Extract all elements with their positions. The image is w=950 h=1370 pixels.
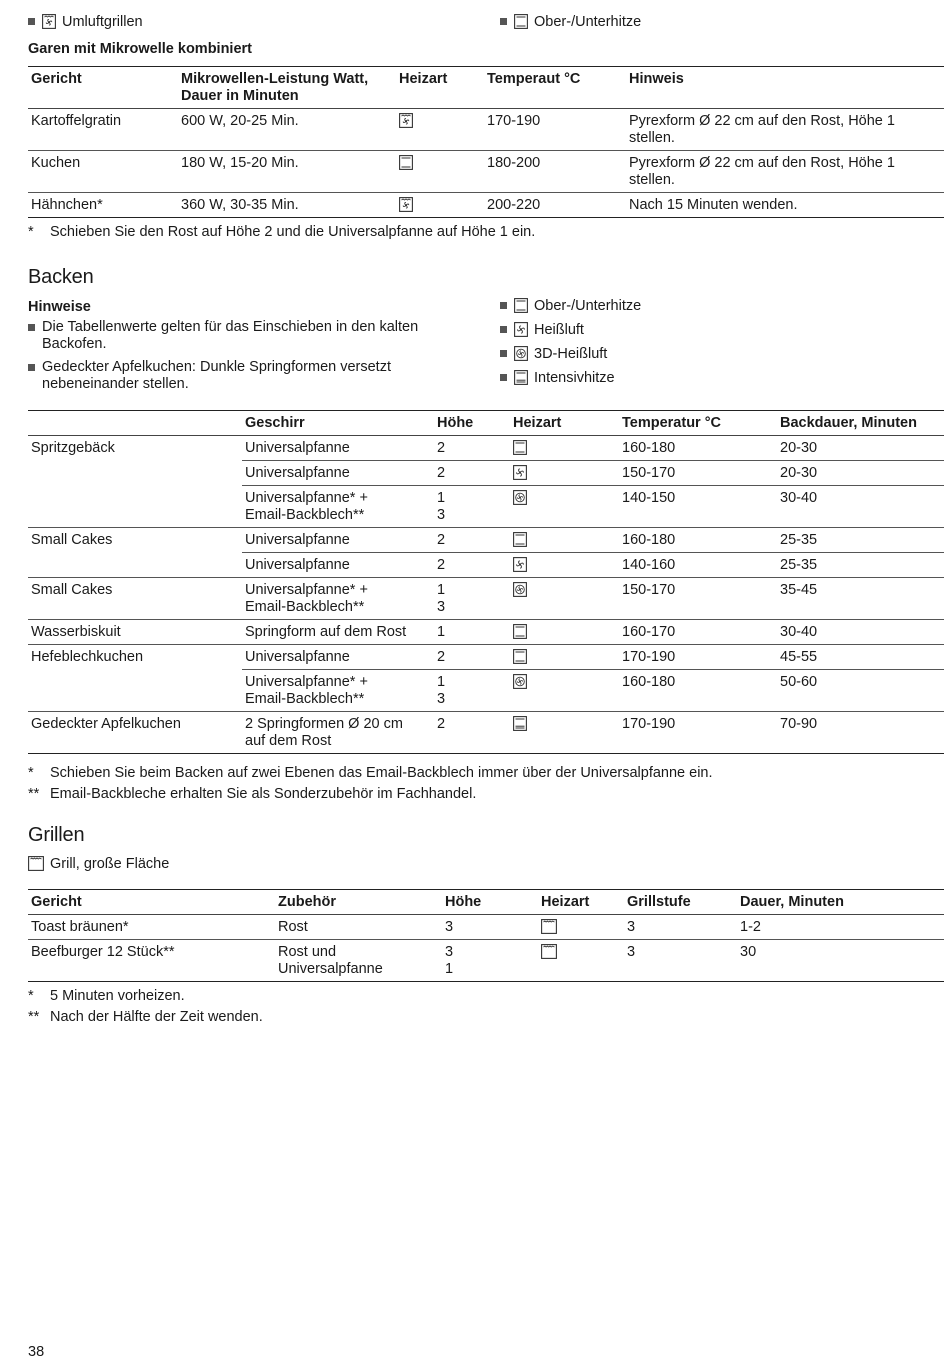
ober-unterhitze-icon — [513, 532, 527, 547]
table-cell: Beefburger 12 Stück** — [28, 940, 275, 982]
3d-heissluft-icon — [513, 490, 527, 505]
table-cell: 30-40 — [777, 620, 944, 645]
footnote-mark: ** — [28, 786, 40, 802]
heizart-cell — [510, 670, 619, 712]
umluftgrillen-icon — [399, 197, 413, 212]
heizart-cell — [510, 528, 619, 553]
table-cell: 170-190 — [619, 645, 777, 670]
legend-label: Ober-/Unterhitze — [534, 298, 642, 314]
table-cell: Hähnchen* — [28, 193, 178, 218]
table-cell: Hefeblechkuchen — [31, 649, 144, 665]
table-cell: 2 Springformen Ø 20 cm auf dem Rost — [242, 712, 434, 754]
table-cell: Universalpfanne* + Email-Backblech** — [242, 486, 434, 528]
backen-footnotes — [28, 764, 713, 806]
table-cell: Nach 15 Minuten wenden. — [626, 193, 944, 218]
table-cell: Kartoffelgratin — [28, 109, 178, 151]
3d-heissluft-icon — [514, 346, 528, 361]
table-cell: 1 3 — [434, 578, 510, 620]
column-header: Gericht — [28, 890, 275, 915]
table-cell: Small Cakes — [28, 578, 242, 620]
table-row — [28, 645, 944, 670]
table-cell: 3 — [442, 915, 538, 940]
column-header: Dauer, Minuten — [737, 890, 944, 915]
table-cell: 160-180 — [619, 528, 777, 553]
table-cell: 150-170 — [619, 461, 777, 486]
table-cell: 2 — [434, 712, 510, 754]
table-cell — [28, 461, 242, 486]
table-cell: Universalpfanne — [242, 553, 434, 578]
hinweis-text: Die Tabellenwerte gelten für das Einschieben in den kalten Backofen. — [42, 319, 419, 352]
hinweise-list — [28, 319, 468, 399]
bullet — [500, 326, 507, 333]
hinweis-item — [28, 319, 468, 353]
footnote-mark: * — [28, 765, 34, 781]
heizart-cell — [510, 578, 619, 620]
intensivhitze-icon — [513, 716, 527, 731]
table-cell: 30 — [737, 940, 944, 982]
heizart-cell — [538, 915, 624, 940]
bullet — [28, 324, 35, 331]
legend-label: 3D-Heißluft — [534, 346, 608, 362]
table-row — [28, 620, 944, 645]
table-cell: Rost und Universalpfanne — [275, 940, 442, 982]
table-row — [28, 915, 944, 940]
legend-ober-unterhitze — [500, 13, 641, 31]
column-header: Heizart — [510, 411, 619, 436]
footnote-text: Email-Backbleche erhalten Sie als Sonderzubehör im Fachhandel. — [50, 786, 477, 802]
table-cell: 2 — [434, 645, 510, 670]
table-cell: 25-35 — [777, 553, 944, 578]
table-cell: 1 3 — [434, 670, 510, 712]
table-cell: Kuchen — [28, 151, 178, 193]
hinweis-item — [28, 359, 468, 393]
table-cell: 45-55 — [777, 645, 944, 670]
table-cell: 160-180 — [619, 436, 777, 461]
grill-icon — [541, 944, 557, 959]
ober-unterhitze-icon — [513, 624, 527, 639]
column-header: Backdauer, Minuten — [777, 411, 944, 436]
heissluft-icon — [514, 322, 528, 337]
table-cell: 1 — [434, 620, 510, 645]
table-header-row — [28, 890, 944, 915]
footnote — [28, 1008, 263, 1026]
ober-unterhitze-icon — [514, 298, 528, 313]
heizart-cell — [510, 712, 619, 754]
ober-unterhitze-icon — [399, 155, 413, 170]
ober-unterhitze-icon — [514, 14, 528, 29]
heizart-cell — [510, 620, 619, 645]
mikrowelle-table — [28, 66, 944, 218]
hinweis-text: Gedeckter Apfelkuchen: Dunkle Springformen versetzt nebeneinander stellen. — [42, 359, 391, 392]
bullet — [28, 364, 35, 371]
footnote-text: 5 Minuten vorheizen. — [50, 988, 185, 1004]
table-cell — [28, 670, 242, 712]
footnote — [28, 764, 713, 782]
backen-legend — [500, 297, 641, 393]
table-cell: 35-45 — [777, 578, 944, 620]
table-cell: Pyrexform Ø 22 cm auf den Rost, Höhe 1 stellen. — [626, 109, 944, 151]
bullet — [500, 18, 507, 25]
heizart-cell — [510, 553, 619, 578]
table-row — [28, 670, 944, 712]
page-number: 38 — [28, 1344, 45, 1360]
footnote-text: Nach der Hälfte der Zeit wenden. — [50, 1009, 263, 1025]
bullet — [500, 302, 507, 309]
backen-table — [28, 410, 944, 754]
table-header-row — [28, 411, 944, 436]
table-cell: Small Cakes — [31, 532, 113, 548]
hinweise-title: Hinweise — [28, 299, 91, 315]
mikrowelle-heading: Garen mit Mikrowelle kombiniert — [28, 41, 252, 57]
table-cell: Universalpfanne — [242, 528, 434, 553]
table-cell: Universalpfanne — [242, 645, 434, 670]
mikrowelle-footnotes — [28, 223, 535, 244]
heizart-cell — [396, 109, 484, 151]
bullet — [500, 374, 507, 381]
table-cell: Universalpfanne — [242, 436, 434, 461]
table-cell: 20-30 — [777, 436, 944, 461]
ober-unterhitze-icon — [513, 649, 527, 664]
table-cell: 2 — [434, 528, 510, 553]
table-cell: Springform auf dem Rost — [242, 620, 434, 645]
bullet — [500, 350, 507, 357]
table-cell: 140-160 — [619, 553, 777, 578]
table-cell: 20-30 — [777, 461, 944, 486]
table-cell: 160-170 — [619, 620, 777, 645]
table-cell: Universalpfanne — [242, 461, 434, 486]
table-cell: 180 W, 15-20 Min. — [178, 151, 396, 193]
table-cell: 2 — [434, 461, 510, 486]
legend-grill — [28, 855, 169, 873]
footnote — [28, 987, 263, 1005]
table-cell: Wasserbiskuit — [28, 620, 242, 645]
column-header: Zubehör — [275, 890, 442, 915]
umluftgrillen-icon — [399, 113, 413, 128]
table-cell: Toast bräunen* — [28, 915, 275, 940]
table-row — [28, 486, 944, 528]
table-cell: Gedeckter Apfelkuchen — [28, 712, 242, 754]
legend-item — [500, 369, 641, 387]
footnote-mark: * — [28, 988, 34, 1004]
3d-heissluft-icon — [513, 582, 527, 597]
table-cell — [28, 553, 242, 578]
table-cell: 50-60 — [777, 670, 944, 712]
table-cell: 1-2 — [737, 915, 944, 940]
table-cell: 200-220 — [484, 193, 626, 218]
legend-item — [500, 297, 641, 315]
umluftgrillen-icon — [42, 14, 56, 29]
table-cell: 360 W, 30-35 Min. — [178, 193, 396, 218]
table-cell: 180-200 — [484, 151, 626, 193]
table-row — [28, 528, 944, 553]
table-row — [28, 553, 944, 578]
table-cell: Pyrexform Ø 22 cm auf den Rost, Höhe 1 stellen. — [626, 151, 944, 193]
footnote-text: Schieben Sie den Rost auf Höhe 2 und die Universalpfanne auf Höhe 1 ein. — [50, 224, 536, 240]
column-header: Hinweis — [626, 67, 944, 109]
legend-label: Intensivhitze — [534, 370, 615, 386]
grill-icon — [541, 919, 557, 934]
table-cell: 600 W, 20-25 Min. — [178, 109, 396, 151]
table-cell: Universalpfanne* + Email-Backblech** — [242, 670, 434, 712]
heissluft-icon — [513, 465, 527, 480]
table-row — [28, 151, 944, 193]
legend-umluftgrillen — [28, 13, 143, 31]
table-row — [28, 461, 944, 486]
3d-heissluft-icon — [513, 674, 527, 689]
heizart-cell — [396, 193, 484, 218]
table-cell: Rost — [275, 915, 442, 940]
table-cell: 150-170 — [619, 578, 777, 620]
column-header: Geschirr — [242, 411, 434, 436]
table-cell: 170-190 — [619, 712, 777, 754]
table-cell: 30-40 — [777, 486, 944, 528]
table-cell: 140-150 — [619, 486, 777, 528]
column-header: Höhe — [434, 411, 510, 436]
bullet — [28, 18, 35, 25]
table-cell: Universalpfanne* + Email-Backblech** — [242, 578, 434, 620]
legend-label: Heißluft — [534, 322, 584, 338]
table-row — [28, 193, 944, 218]
table-row — [28, 712, 944, 754]
table-cell: 70-90 — [777, 712, 944, 754]
table-cell: 170-190 — [484, 109, 626, 151]
table-header-row — [28, 67, 944, 109]
intensivhitze-icon — [514, 370, 528, 385]
legend-label: Grill, große Fläche — [50, 856, 170, 872]
heizart-cell — [510, 436, 619, 461]
grillen-footnotes — [28, 987, 263, 1029]
table-cell: 160-180 — [619, 670, 777, 712]
column-header: Höhe — [442, 890, 538, 915]
heizart-cell — [510, 461, 619, 486]
table-row — [28, 578, 944, 620]
footnote-mark: ** — [28, 1009, 40, 1025]
column-header: Heizart — [396, 67, 484, 109]
table-cell: 25-35 — [777, 528, 944, 553]
table-cell: 3 — [624, 915, 737, 940]
grillen-title: Grillen — [28, 824, 85, 846]
column-header: Heizart — [538, 890, 624, 915]
table-cell: 3 — [624, 940, 737, 982]
footnote — [28, 223, 535, 241]
table-cell: 2 — [434, 436, 510, 461]
table-row — [28, 940, 944, 982]
table-cell — [28, 486, 242, 528]
heizart-cell — [510, 645, 619, 670]
ober-unterhitze-icon — [513, 440, 527, 455]
grillen-table — [28, 889, 944, 982]
heissluft-icon — [513, 557, 527, 572]
heizart-cell — [396, 151, 484, 193]
footnote-text: Schieben Sie beim Backen auf zwei Ebenen das Email-Backblech immer über der Universalpfanne ein. — [50, 765, 713, 781]
table-cell: Spritzgebäck — [31, 440, 115, 456]
table-row — [28, 109, 944, 151]
heizart-cell — [538, 940, 624, 982]
table-cell: 3 1 — [442, 940, 538, 982]
grill-icon — [28, 856, 44, 871]
legend-label: Umluftgrillen — [62, 14, 143, 30]
table-cell: 2 — [434, 553, 510, 578]
legend-label: Ober-/Unterhitze — [534, 14, 642, 30]
column-header: Gericht — [28, 67, 178, 109]
footnote-mark: * — [28, 224, 34, 240]
column-header — [28, 411, 242, 436]
legend-item — [500, 321, 641, 339]
footnote — [28, 785, 713, 803]
column-header: Temperaut °C — [484, 67, 626, 109]
heizart-cell — [510, 486, 619, 528]
column-header: Temperatur °C — [619, 411, 777, 436]
column-header: Grillstufe — [624, 890, 737, 915]
table-row — [28, 436, 944, 461]
backen-title: Backen — [28, 266, 94, 288]
table-cell: 1 3 — [434, 486, 510, 528]
column-header: Mikrowellen-Leistung Watt, Dauer in Minuten — [178, 67, 396, 109]
legend-item — [500, 345, 641, 363]
